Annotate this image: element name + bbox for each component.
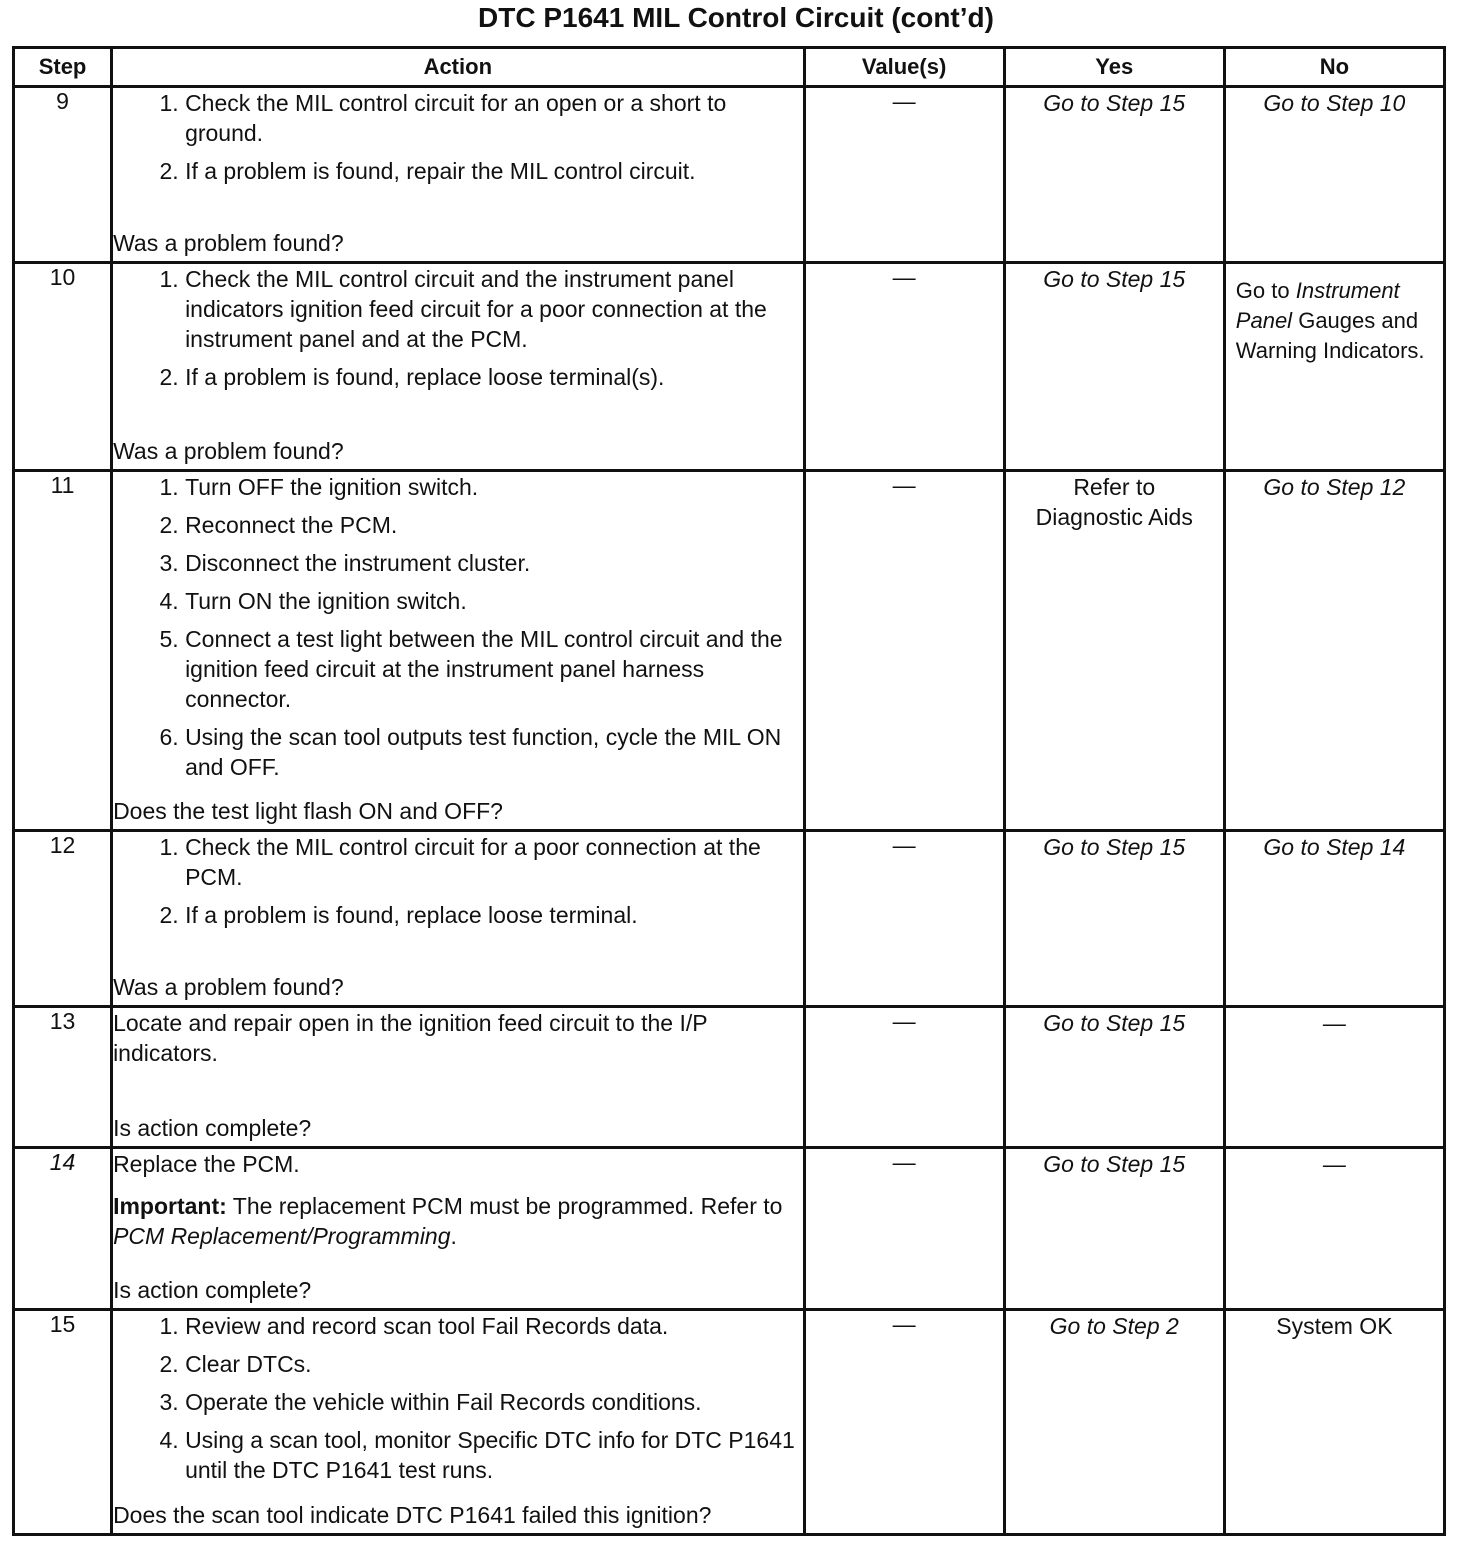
value-cell: —	[804, 1310, 1004, 1535]
step-number: 12	[14, 831, 112, 1007]
table-row-step-11	[14, 471, 1445, 831]
value-cell: —	[804, 471, 1004, 831]
action-item: 2. If a problem is found, replace loose terminal(s).	[185, 362, 802, 392]
action-text: Replace the PCM.	[113, 1151, 300, 1177]
yes-line-2: Diagnostic Aids	[1035, 504, 1193, 530]
action-cell	[112, 1148, 804, 1310]
yes-cell	[1004, 471, 1224, 831]
action-item: 1. Review and record scan tool Fail Records data.	[185, 1311, 802, 1341]
action-item: 1. Check the MIL control circuit for a poor connection at the PCM.	[185, 832, 802, 892]
action-item: 4. Turn ON the ignition switch.	[185, 586, 802, 616]
action-question: Was a problem found?	[113, 974, 344, 1000]
table-row-step-13	[14, 1007, 1445, 1148]
no-suffix: Gauges and Warning Indicators.	[1235, 308, 1425, 363]
action-question: Was a problem found?	[113, 438, 344, 464]
action-question: Does the scan tool indicate DTC P1641 failed this ignition?	[113, 1502, 712, 1528]
no-cell	[1224, 263, 1444, 471]
yes-cell: Go to Step 15	[1004, 263, 1224, 471]
action-item: 5. Connect a test light between the MIL control circuit and the ignition feed circuit at the instrument panel harness connector.	[185, 624, 802, 714]
value-cell: —	[804, 1148, 1004, 1310]
action-item: 3. Operate the vehicle within Fail Records conditions.	[185, 1387, 802, 1417]
action-cell	[112, 471, 804, 831]
step-number: 13	[14, 1007, 112, 1148]
step-number: 9	[14, 87, 112, 263]
action-item: 3. Disconnect the instrument cluster.	[185, 548, 802, 578]
action-cell	[112, 87, 804, 263]
header-action: Action	[112, 48, 804, 87]
action-item: 2. If a problem is found, replace loose terminal.	[185, 900, 802, 930]
step-number: 15	[14, 1310, 112, 1535]
yes-cell: Go to Step 15	[1004, 1148, 1224, 1310]
value-cell: —	[804, 87, 1004, 263]
action-question: Is action complete?	[113, 1277, 312, 1303]
yes-cell: Go to Step 15	[1004, 87, 1224, 263]
action-item: 1. Check the MIL control circuit and the instrument panel indicators ignition feed circuit for a poor connection at the instrument panel and at the PCM.	[185, 264, 802, 354]
yes-cell: Go to Step 15	[1004, 1007, 1224, 1148]
action-question: Is action complete?	[113, 1115, 312, 1141]
table-row-step-15	[14, 1310, 1445, 1535]
header-no: No	[1224, 48, 1444, 87]
action-item: 4. Using a scan tool, monitor Specific DTC info for DTC P1641 until the DTC P1641 test runs.	[185, 1425, 802, 1485]
table-row-step-10	[14, 263, 1445, 471]
important-note	[113, 1191, 802, 1251]
no-cell: Go to Step 12	[1224, 471, 1444, 831]
important-text: The replacement PCM must be programmed.	[232, 1193, 695, 1219]
header-yes: Yes	[1004, 48, 1224, 87]
table-row-step-12	[14, 831, 1445, 1007]
action-cell	[112, 1310, 804, 1535]
value-cell: —	[804, 831, 1004, 1007]
step-number: 14	[14, 1148, 112, 1310]
pcm-replacement-link[interactable]: PCM Replacement/Programming	[113, 1223, 451, 1249]
diagnostic-table	[12, 46, 1446, 1536]
action-question: Does the test light flash ON and OFF?	[113, 798, 503, 824]
yes-cell: Go to Step 15	[1004, 831, 1224, 1007]
no-cell: Go to Step 14	[1224, 831, 1444, 1007]
page-title: DTC P1641 MIL Control Circuit (cont’d)	[478, 2, 994, 33]
no-cell: —	[1224, 1148, 1444, 1310]
no-cell: Go to Step 10	[1224, 87, 1444, 263]
action-cell	[112, 263, 804, 471]
table-row-step-14	[14, 1148, 1445, 1310]
no-cell: —	[1224, 1007, 1444, 1148]
no-cell: System OK	[1224, 1310, 1444, 1535]
action-item: 2. Clear DTCs.	[185, 1349, 802, 1379]
table-row-step-9	[14, 87, 1445, 263]
action-text: Locate and repair open in the ignition feed circuit to the I/P indicators.	[113, 1010, 708, 1066]
action-cell	[112, 831, 804, 1007]
action-item: 6. Using the scan tool outputs test function, cycle the MIL ON and OFF.	[185, 722, 802, 782]
action-item: 2. If a problem is found, repair the MIL control circuit.	[185, 156, 802, 186]
action-item: 1. Turn OFF the ignition switch.	[185, 472, 802, 502]
value-cell: —	[804, 263, 1004, 471]
instrument-panel-link[interactable]: Instrument Panel	[1235, 278, 1400, 333]
action-item: 1. Check the MIL control circuit for an open or a short to ground.	[185, 88, 802, 148]
no-prefix: Go to	[1235, 278, 1290, 303]
refer-prefix: Refer to	[700, 1193, 783, 1219]
value-cell: —	[804, 1007, 1004, 1148]
yes-line-1: Refer to	[1073, 474, 1156, 500]
action-item: 2. Reconnect the PCM.	[185, 510, 802, 540]
action-cell	[112, 1007, 804, 1148]
header-step: Step	[14, 48, 112, 87]
header-row	[14, 48, 1445, 87]
yes-cell: Go to Step 2	[1004, 1310, 1224, 1535]
refer-suffix: .	[450, 1223, 457, 1249]
action-question: Was a problem found?	[113, 230, 344, 256]
step-number: 11	[14, 471, 112, 831]
header-values: Value(s)	[804, 48, 1004, 87]
important-label: Important:	[113, 1193, 227, 1219]
step-number: 10	[14, 263, 112, 471]
